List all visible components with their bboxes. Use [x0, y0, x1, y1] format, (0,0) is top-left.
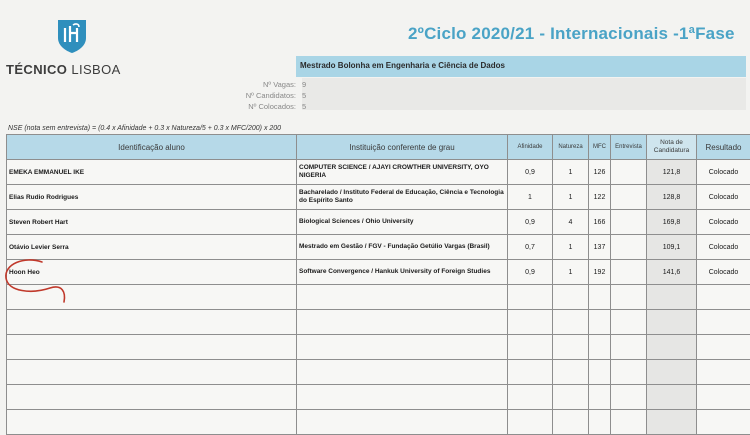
course-name: Mestrado Bolonha em Engenharia e Ciência de Dados	[300, 61, 505, 70]
resultado-value: Colocado	[697, 210, 750, 235]
col-student: Identificação aluno	[7, 135, 297, 160]
nota-value: 141,6	[647, 260, 697, 285]
resultado-value: Colocado	[697, 160, 750, 185]
entrevista-value	[611, 260, 647, 285]
student-name: EMEKA EMMANUEL IKE	[7, 160, 297, 185]
table-body	[7, 160, 750, 435]
resultado-value: Colocado	[697, 260, 750, 285]
entrevista-value	[611, 235, 647, 260]
mfc-value: 122	[589, 185, 611, 210]
institution: Bacharelado / Instituto Federal de Educação, Ciência e Tecnologia do Espírito Santo	[297, 185, 508, 210]
logo-wordmark: TÉCNICO LISBOA	[6, 62, 121, 77]
col-entrevista: Entrevista	[611, 135, 647, 160]
empty-row	[7, 310, 750, 335]
table-row	[7, 160, 750, 185]
afinidade-value: 0,9	[508, 160, 553, 185]
stat-candidatos-label: Nº Candidatos:	[246, 91, 296, 100]
mfc-value: 137	[589, 235, 611, 260]
institution: Software Convergence / Hankuk University of Foreign Studies	[297, 260, 508, 285]
stat-vagas-label: Nº Vagas:	[263, 80, 296, 89]
empty-row	[7, 335, 750, 360]
institution: Mestrado em Gestão / FGV - Fundação Getúlio Vargas (Brasil)	[297, 235, 508, 260]
nota-value: 121,8	[647, 160, 697, 185]
entrevista-value	[611, 210, 647, 235]
candidates-table	[6, 134, 750, 435]
entrevista-value	[611, 160, 647, 185]
tecnico-logo	[6, 18, 128, 82]
table-header-row	[7, 135, 750, 160]
col-mfc: MFC	[589, 135, 611, 160]
natureza-value: 1	[553, 235, 589, 260]
nota-value: 128,8	[647, 185, 697, 210]
natureza-value: 1	[553, 160, 589, 185]
natureza-value: 1	[553, 260, 589, 285]
afinidade-value: 0,9	[508, 260, 553, 285]
resultado-value: Colocado	[697, 235, 750, 260]
institution: Biological Sciences / Ohio University	[297, 210, 508, 235]
empty-row	[7, 385, 750, 410]
results-page: TÉCNICO LISBOA 2ºCiclo 2020/21 - Internacionais -1ªFase Mestrado Bolonha em Engenharia e Ciência de Dados Nº Vagas: 9 Nº Candidatos: 5 Nº Colocados: 5 NSE (nota sem entrevista) = (0.4 x Afinidade + 0.3 x Natureza/5 + 0.3 x MFC/200) x 200 Identificação aluno Instituição conferente de grau Afinidade Natureza MFC Entrevista Nota de Candidatura Resultado EMEKA EMMANUEL IKE COMPUTER SCIENCE / AJAYI CROWTHER UNIVERSITY, OYO NIGERIA 0,9 1 126 121,8 Colocado Elias Rudio Rodrigues Bacharelado / Instituto Federal de Educação, Ciência e Tecnologia do Espírito Santo 1 1 122 128,8 Colocado Steven Robert Hart Biological Sciences / Ohio University 0,9 4 166 169,8 Colocado Otávio Levier Serra Mestrado em Gestão / FGV - Fundação Getúlio Vargas (Brasil) 0,7 1 137 109,1 Colocado Hoon Heo Software Convergence / Hankuk University of Foreign Studies 0,9 1 192 141,6 Colocado	[0, 0, 750, 432]
table-row	[7, 185, 750, 210]
afinidade-value: 0,7	[508, 235, 553, 260]
course-header	[296, 56, 746, 77]
nse-formula: NSE (nota sem entrevista) = (0.4 x Afinidade + 0.3 x Natureza/5 + 0.3 x MFC/200) x 200	[8, 125, 281, 132]
mfc-value: 166	[589, 210, 611, 235]
institution: COMPUTER SCIENCE / AJAYI CROWTHER UNIVERSITY, OYO NIGERIA	[297, 160, 508, 185]
table-row	[7, 260, 750, 285]
nota-value: 109,1	[647, 235, 697, 260]
empty-row	[7, 360, 750, 385]
col-natureza: Natureza	[553, 135, 589, 160]
afinidade-value: 1	[508, 185, 553, 210]
student-name: Hoon Heo	[7, 260, 297, 285]
entrevista-value	[611, 185, 647, 210]
natureza-value: 1	[553, 185, 589, 210]
mfc-value: 126	[589, 160, 611, 185]
col-institution: Instituição conferente de grau	[297, 135, 508, 160]
mfc-value: 192	[589, 260, 611, 285]
col-nota: Nota de Candidatura	[647, 135, 697, 160]
resultado-value: Colocado	[697, 185, 750, 210]
stat-colocados-label: Nº Colocados:	[248, 102, 296, 111]
col-resultado: Resultado	[697, 135, 750, 160]
table-row	[7, 210, 750, 235]
student-name: Elias Rudio Rodrigues	[7, 185, 297, 210]
student-name: Otávio Levier Serra	[7, 235, 297, 260]
afinidade-value: 0,9	[508, 210, 553, 235]
table-row	[7, 235, 750, 260]
stats-box	[302, 78, 746, 110]
nota-value: 169,8	[647, 210, 697, 235]
page-title: 2ºCiclo 2020/21 - Internacionais -1ªFase	[408, 24, 735, 44]
empty-row	[7, 410, 750, 435]
col-afinidade: Afinidade	[508, 135, 553, 160]
shield-logo-icon	[56, 18, 88, 54]
empty-row	[7, 285, 750, 310]
natureza-value: 4	[553, 210, 589, 235]
student-name: Steven Robert Hart	[7, 210, 297, 235]
